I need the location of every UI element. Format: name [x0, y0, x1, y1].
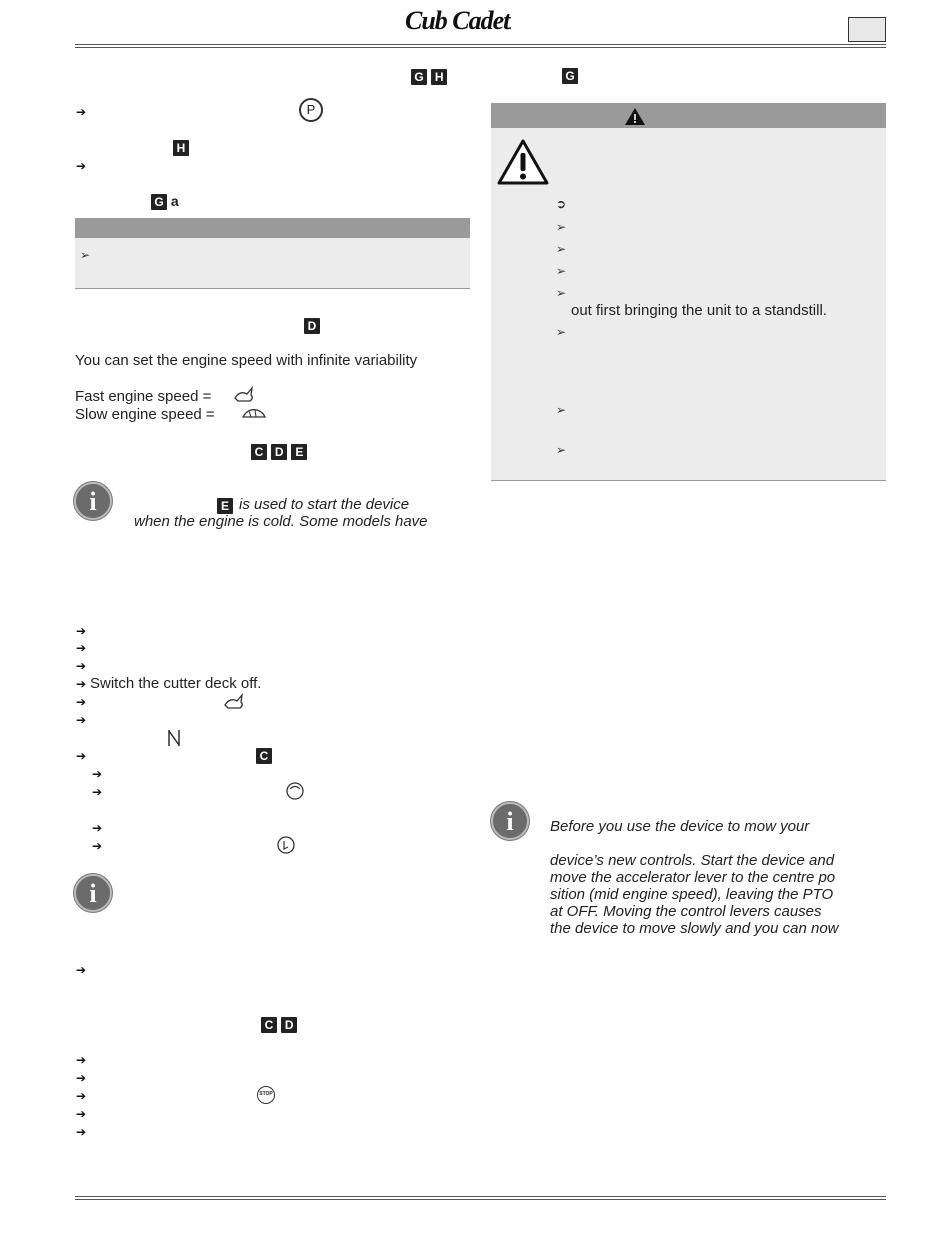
- arrow-icon: ➔: [92, 785, 103, 799]
- arrow-icon: ➔: [76, 159, 87, 173]
- note-box-header: [75, 218, 470, 238]
- arrow-icon: ➔: [76, 1125, 87, 1139]
- arrow-icon: ➔: [76, 1071, 87, 1085]
- info-text-line: is used to start the device: [239, 496, 410, 513]
- step-cutter-deck-off: Switch the cutter deck off.: [90, 675, 262, 692]
- badge-group-cde: [251, 443, 307, 460]
- page-number-box: [848, 17, 886, 42]
- chevron-icon: ➢: [556, 403, 567, 417]
- g-suffix-text: a: [170, 193, 179, 209]
- arrow-icon: ➔: [76, 1107, 87, 1121]
- footer-rule-2: [75, 1199, 886, 1200]
- badge-d: D: [304, 318, 320, 334]
- info-icon: i: [491, 802, 529, 840]
- badge-c: C: [256, 748, 272, 764]
- warning-box-header: [491, 103, 886, 128]
- rabbit-icon: [222, 691, 246, 713]
- warning-large-icon: [497, 138, 549, 186]
- chevron-icon: ➢: [556, 325, 567, 339]
- choke-icon: [285, 780, 305, 802]
- badge-g: G: [562, 68, 578, 84]
- arrow-icon: ➔: [76, 695, 87, 709]
- warning-text-line: out first bringing the unit to a standstill.: [571, 302, 827, 319]
- warning-box: [491, 103, 886, 481]
- arrow-icon: ➔: [92, 839, 103, 853]
- badge-d: D: [271, 444, 287, 460]
- arrow-icon: ➔: [76, 1089, 87, 1103]
- badge-h: H: [431, 69, 447, 85]
- arrow-icon: ➔: [76, 624, 87, 638]
- chevron-icon: ➢: [556, 242, 567, 256]
- stop-icon: STOP: [257, 1086, 275, 1104]
- rabbit-icon: [232, 384, 256, 406]
- arrow-icon: ➔: [76, 749, 87, 763]
- brand-logo: Cub Cadet.: [405, 6, 511, 35]
- arrow-icon: ➔: [92, 767, 103, 781]
- chevron-icon: ➢: [80, 248, 91, 262]
- fast-speed-label: Fast engine speed =: [75, 388, 212, 405]
- bullet-icon: ➲: [556, 197, 567, 211]
- arrow-icon: ➔: [76, 105, 87, 119]
- ignition-key-icon: [276, 834, 296, 856]
- info-text-line: sition (mid engine speed), leaving the PTO: [550, 886, 834, 903]
- info-text-line: move the accelerator lever to the centre po: [550, 869, 836, 886]
- arrow-icon: ➔: [76, 659, 87, 673]
- neutral-icon: [166, 728, 182, 748]
- g-reference: [151, 193, 179, 210]
- arrow-icon: ➔: [76, 1053, 87, 1067]
- arrow-icon: ➔: [76, 963, 87, 977]
- arrow-icon: ➔: [92, 821, 103, 835]
- info-text-line: Before you use the device to mow your: [550, 818, 810, 835]
- badge-c: C: [251, 444, 267, 460]
- info-text-line: when the engine is cold. Some models have: [134, 513, 428, 530]
- header-rule-2: [75, 47, 886, 48]
- parking-brake-icon: P: [299, 98, 323, 122]
- badge-group-cd: [261, 1016, 297, 1033]
- info-icon: i: [74, 874, 112, 912]
- arrow-icon: ➔: [76, 713, 87, 727]
- arrow-icon: ➔: [76, 677, 87, 691]
- chevron-icon: ➢: [556, 264, 567, 278]
- chevron-icon: ➢: [556, 220, 567, 234]
- info-icon: i: [74, 482, 112, 520]
- info-text-line: at OFF. Moving the control levers causes: [550, 903, 822, 920]
- warning-small-icon: [624, 106, 646, 126]
- badge-g: G: [151, 194, 167, 210]
- arrow-icon: ➔: [76, 641, 87, 655]
- badge-d: D: [281, 1017, 297, 1033]
- engine-speed-text: You can set the engine speed with infinite variability: [75, 352, 418, 369]
- badge-e: E: [291, 444, 307, 460]
- badge-c: C: [261, 1017, 277, 1033]
- footer-rule: [75, 1196, 886, 1197]
- chevron-icon: ➢: [556, 443, 567, 457]
- badge-g: G: [411, 69, 427, 85]
- info-text-line: the device to move slowly and you can now: [550, 920, 839, 937]
- badge-e: E: [217, 498, 233, 514]
- chevron-icon: ➢: [556, 286, 567, 300]
- badge-h: H: [173, 140, 189, 156]
- info-text-line: device’s new controls. Start the device and: [550, 852, 835, 869]
- slow-speed-label: Slow engine speed =: [75, 406, 215, 423]
- turtle-icon: [240, 406, 268, 422]
- badge-group-gh: [411, 68, 447, 85]
- header-rule: [75, 44, 886, 45]
